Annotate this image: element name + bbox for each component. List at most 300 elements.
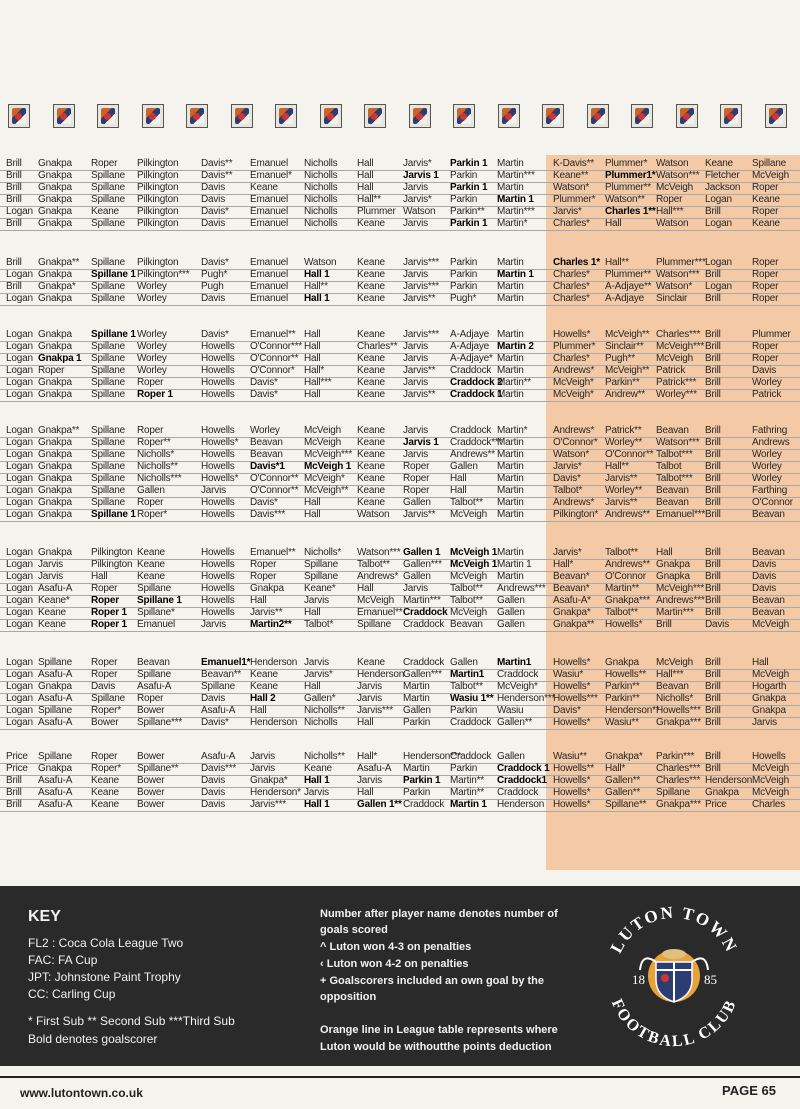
luton-town-crest-icon [453,104,475,128]
luton-town-crest-icon [97,104,119,128]
player-cell: Howells [201,497,235,508]
player-cell: Jackson [705,182,741,193]
player-cell: Watson*** [656,170,700,181]
player-cell: Logan [705,218,732,229]
player-cell: Gnakpa* [553,607,591,618]
player-cell: Martin [497,449,524,460]
player-cell: Hall* [605,763,626,774]
player-cell: Martin [403,693,430,704]
player-cell: Brill [705,365,721,376]
player-cell: Craddock [403,799,445,810]
player-cell: Martin1 [450,669,485,680]
player-cell: Talbot** [605,547,638,558]
player-cell: Hall [357,583,374,594]
player-cell: Gnakpa [38,485,72,496]
player-cell: Jarvis*** [357,705,393,716]
player-cell: Spillane 1 [91,269,136,280]
player-cell: Beavan [137,657,170,668]
player-cell: Spillane [137,583,171,594]
player-cell: Logan [6,559,33,570]
player-cell: Bower [137,751,165,762]
player-cell: Roper [91,657,118,668]
player-cell: Brill [705,583,721,594]
player-cell: Davis [201,293,226,304]
note-line: Orange line in League table represents where [320,1024,558,1036]
player-cell: Andrews*** [656,595,705,606]
player-cell: Hall [357,182,374,193]
player-cell: Logan [6,681,33,692]
player-cell: Jarvis** [605,497,638,508]
player-cell: Worley [137,329,167,340]
player-cell: Brill [705,693,721,704]
player-cell: Hall** [304,281,328,292]
player-cell: Gallen** [497,717,533,728]
player-cell: Howells*** [656,705,701,716]
player-cell: Gnakpa [38,170,72,181]
player-cell: McVeigh*** [656,341,705,352]
player-cell: Hall [357,158,374,169]
player-cell: Craddock [403,657,445,668]
player-cell: Davis [201,218,226,229]
player-cell: Gnakpa [38,329,72,340]
player-cell: Plummer* [605,158,648,169]
player-cell: Roper [250,559,277,570]
player-cell: Pugh* [450,293,477,304]
player-cell: Martin [497,182,524,193]
player-cell: O'Connor* [553,437,598,448]
player-cell: Nicholls** [304,705,345,716]
player-cell: Sinclair [656,293,688,304]
player-cell: Asafu-A [38,669,73,680]
player-cell: Andrews* [553,365,595,376]
player-cell: Nicholls** [137,461,178,472]
player-cell: Jarvis* [403,158,432,169]
player-cell: A-Adjaye [450,341,489,352]
player-cell: Henderson*** [403,751,462,762]
player-cell: Jarvis [752,717,777,728]
player-cell: Worley [137,353,167,364]
player-cell: Roper [91,158,118,169]
player-cell: Brill [705,485,721,496]
player-cell: Jarvis [403,449,428,460]
player-cell: Howells [201,509,235,520]
player-cell: Gallen [403,571,431,582]
player-cell: Keane [38,619,66,630]
player-cell: Logan [6,693,33,704]
player-cell: A-Adjaye [605,293,644,304]
player-cell: Gnakpa* [605,751,643,762]
player-cell: Jarvis* [304,669,333,680]
player-cell: Logan [6,509,33,520]
player-cell: Keane [304,763,332,774]
player-cell: Brill [705,547,721,558]
luton-town-crest-icon [320,104,342,128]
player-cell: McVeigh [752,775,789,786]
player-cell: McVeigh** [605,329,650,340]
player-cell: Logan [705,257,732,268]
player-cell: Wasiu* [553,669,584,680]
player-cell: Emanuel** [357,607,403,618]
player-cell: Worley [752,461,782,472]
player-cell: Jarvis** [403,293,436,304]
player-cell: Nicholls [304,182,338,193]
player-cell: Brill [705,497,721,508]
player-cell: McVeigh [656,353,693,364]
player-cell: Keane [250,182,278,193]
player-cell: Emanuel*** [656,509,706,520]
player-cell: Howells [201,341,235,352]
player-cell: Davis* [250,389,278,400]
player-cell: Emanuel [250,269,289,280]
player-cell: Henderson [250,657,298,668]
player-cell: Worley*** [656,389,697,400]
player-cell: Beavan* [553,571,590,582]
player-cell: Gnakpa*** [656,717,701,728]
player-cell: Spillane [91,182,125,193]
player-cell: Davis* [201,206,229,217]
player-cell: Wasiu [497,705,524,716]
player-cell: Pilkington [137,182,179,193]
player-cell: Martin*** [403,595,441,606]
player-cell: Howells* [553,657,591,668]
player-cell: Spillane [38,657,72,668]
player-cell: Jarvis [38,559,63,570]
player-cell: Gnakpa [38,681,72,692]
table-row [0,293,800,306]
player-cell: Talbot*** [656,449,693,460]
player-cell: Spillane [91,437,125,448]
player-cell: Pilkington* [553,509,599,520]
player-cell: Brill [656,619,672,630]
player-cell: Pilkington [91,559,133,570]
player-cell: Martin** [450,787,484,798]
player-cell: Pilkington [137,218,179,229]
luton-town-crest-icon [676,104,698,128]
luton-town-crest-icon [142,104,164,128]
player-cell: Keane [357,365,385,376]
player-cell: Henderson [357,669,405,680]
player-cell: Martin [403,763,430,774]
player-cell: Pilkington [137,206,179,217]
player-cell: Pilkington [137,257,179,268]
player-cell: Brill [6,182,22,193]
player-cell: Martin*** [656,607,694,618]
luton-town-crest-icon [765,104,787,128]
player-cell: Keane [250,669,278,680]
player-cell: McVeigh*** [304,449,353,460]
player-cell: Jarvis [304,657,329,668]
player-cell: Jarvis** [403,365,436,376]
player-cell: Hall** [605,461,629,472]
player-cell: Roper [752,281,779,292]
player-cell: McVeigh [450,509,487,520]
player-cell: Watson [304,257,337,268]
player-cell: Beavan* [553,583,590,594]
player-cell: Watson [403,206,436,217]
note-line: opposition [320,991,377,1003]
player-cell: McVeigh [450,607,487,618]
player-cell: Talbot*** [656,473,693,484]
luton-town-crest-icon [8,104,30,128]
player-cell: McVeigh* [497,681,538,692]
luton-town-crest-icon [542,104,564,128]
player-cell: Hall* [304,365,325,376]
player-cell: Logan [6,497,33,508]
player-cell: Henderson [705,775,753,786]
player-cell: Henderson [250,717,298,728]
player-cell: Pugh** [605,353,635,364]
player-cell: McVeigh*** [656,583,705,594]
player-cell: Beavan [752,607,785,618]
player-cell: Gnakpa** [38,425,80,436]
table-row [0,509,800,522]
player-cell: Howells** [605,669,646,680]
player-cell: Gallen* [304,693,336,704]
player-cell: McVeigh [304,425,341,436]
player-cell: Hall [304,607,321,618]
player-cell: Jarvis [250,751,275,762]
player-cell: Spillane [304,571,338,582]
player-cell: Worley** [605,437,643,448]
badge-year-left: 18 [632,972,645,987]
player-cell: Martin 1 [497,194,534,205]
key-line: FAC: FA Cup [28,953,98,967]
player-cell: Hall [450,485,467,496]
player-cell: Howells [201,425,235,436]
player-cell: McVeigh [752,763,789,774]
player-cell: Davis*** [250,509,286,520]
player-cell: Gnakpa [38,182,72,193]
player-cell: Logan [6,293,33,304]
player-cell: Andrews*** [497,583,546,594]
player-cell: Jarvis* [553,461,582,472]
player-cell: Jarvis [403,425,428,436]
player-cell: Farthing [752,485,788,496]
luton-town-crest-icon [364,104,386,128]
player-cell: Watson [357,509,390,520]
player-cell: Andrew** [605,389,646,400]
player-cell: Howells* [553,787,591,798]
player-cell: Jarvis*** [403,281,439,292]
player-cell: Keane [357,218,385,229]
player-cell: Davis [705,619,730,630]
player-cell: Brill [705,377,721,388]
player-cell: Beavan [656,497,689,508]
player-cell: Parkin** [605,377,640,388]
player-cell: Roper 1 [91,607,127,618]
note-line: ‹ Luton won 4-2 on penalties [320,958,469,970]
player-cell: Spillane [91,293,125,304]
player-cell: Talbot** [605,607,638,618]
player-cell: Worley [250,425,280,436]
player-cell: Talbot** [450,497,483,508]
player-cell: Howells [752,751,786,762]
player-cell: Brill [6,170,22,181]
player-cell: Gnakpa [38,377,72,388]
player-cell: Andrews** [450,449,495,460]
player-cell: Beavan [656,681,689,692]
player-cell: Martin [497,485,524,496]
player-cell: Martin** [497,377,531,388]
player-cell: Asafu-A [38,775,73,786]
player-cell: Emanuel [250,218,289,229]
player-cell: Brill [705,269,721,280]
player-cell: Davis* [250,497,278,508]
player-cell: Davis [201,775,226,786]
player-cell: Jarvis [304,787,329,798]
player-cell: Patrick [752,389,782,400]
player-cell: Price [6,751,28,762]
player-cell: Henderson*** [497,693,556,704]
luton-town-crest-icon [231,104,253,128]
player-cell: Brill [705,449,721,460]
player-cell: Parkin [450,763,478,774]
player-cell: Brill [705,293,721,304]
player-cell: Spillane [91,218,125,229]
player-cell: Gallen [403,705,431,716]
player-cell: O'Connor** [250,353,299,364]
player-cell: Logan [705,194,732,205]
luton-town-crest-icon [409,104,431,128]
sub-legend: * First Sub ** Second Sub ***Third Sub [28,1014,235,1028]
player-cell: Keane [752,194,780,205]
player-cell: Gnakpa [38,547,72,558]
player-cell: Brill [705,717,721,728]
player-cell: Nicholls* [656,693,694,704]
player-cell: Keane [357,353,385,364]
player-cell: Brill [705,595,721,606]
player-cell: Emanuel [250,206,289,217]
player-cell: Martin 1 [497,269,534,280]
player-cell: Andrews* [553,425,595,436]
player-cell: Gnakpa [38,449,72,460]
player-cell: Watson** [605,194,645,205]
player-cell: Beavan [752,547,785,558]
player-cell: Howells* [201,437,239,448]
player-cell: Gnakpa [38,194,72,205]
player-cell: O'Connor** [605,449,654,460]
player-cell: Hall [304,389,321,400]
note-line: Luton would be withoutthe points deduction [320,1041,552,1053]
player-cell: Roper [250,571,277,582]
player-cell: Hall [450,473,467,484]
player-cell: Keane [357,449,385,460]
player-cell: Brill [6,194,22,205]
player-cell: Spillane [91,377,125,388]
player-cell: Keane [137,547,165,558]
player-cell: Spillane [91,461,125,472]
player-cell: Gallen*** [403,559,442,570]
player-cell: Pilkington [137,194,179,205]
player-cell: Spillane [91,389,125,400]
player-cell: Keane [137,559,165,570]
player-cell: Hall [304,329,321,340]
player-cell: Parkin [450,257,478,268]
player-cell: Keane [357,293,385,304]
player-cell: McVeigh 1 [450,547,498,558]
player-cell: Spillane [91,473,125,484]
player-cell: Martin [497,497,524,508]
player-cell: Logan [6,571,33,582]
player-cell: Roper [752,257,779,268]
player-cell: Jarvis [403,377,428,388]
player-cell: Andrews** [605,509,650,520]
luton-town-crest-icon [631,104,653,128]
table-row [0,218,800,231]
player-cell: Pilkington [137,158,179,169]
player-cell: Keane [91,799,119,810]
player-cell: Beavan [250,449,283,460]
player-cell: Brill [705,763,721,774]
player-cell: Jarvis [357,775,382,786]
player-cell: Logan [6,341,33,352]
player-cell: Emanuel** [250,547,296,558]
player-cell: Beavan [656,425,689,436]
player-cell: Logan [6,473,33,484]
page-number: PAGE 65 [722,1083,776,1098]
player-cell: Logan [6,595,33,606]
player-cell: Gnakpa [38,206,72,217]
player-cell: Martin1 [497,657,532,668]
player-cell: Howells* [553,799,591,810]
player-cell: Roper [403,461,430,472]
player-cell: Emanuel [250,293,289,304]
player-cell: Charles** [357,341,398,352]
player-cell: Keane [357,485,385,496]
player-cell: Davis [752,365,777,376]
player-cell: Asafu-A [38,787,73,798]
player-cell: Jarvis [38,571,63,582]
player-cell: Gnakpa [752,693,786,704]
table-row [0,717,800,730]
player-cell: O'Connor [605,571,646,582]
player-cell: Jarvis [357,693,382,704]
player-cell: Keane [357,473,385,484]
player-cell: Brill [705,571,721,582]
player-cell: Davis* [250,377,278,388]
player-cell: Spillane [656,787,690,798]
player-cell: Roper** [137,437,171,448]
player-cell: Jarvis** [605,473,638,484]
player-cell: Keane [91,787,119,798]
player-cell: Charles* [553,281,590,292]
player-cell: Beavan** [201,669,242,680]
player-cell: Spillane** [137,763,179,774]
player-cell: Logan [6,607,33,618]
player-cell: Martin** [605,583,639,594]
player-cell: McVeigh [304,437,341,448]
player-cell: Brill [705,461,721,472]
player-cell: Gnakpa [38,218,72,229]
player-cell: Davis* [201,717,229,728]
player-cell: Brill [6,787,22,798]
player-cell: Brill [705,425,721,436]
player-cell: Talbot* [304,619,334,630]
player-cell: O'Connor** [250,485,299,496]
player-cell: Jarvis [403,583,428,594]
player-cell: Asafu-A* [553,595,591,606]
player-cell: Logan [6,705,33,716]
player-cell: Patrick*** [656,377,697,388]
player-cell: Brill [6,281,22,292]
player-cell: Martin [497,329,524,340]
player-cell: Roper [403,473,430,484]
player-cell: Nicholls [304,717,338,728]
player-cell: McVeigh** [304,485,349,496]
player-cell: Worley [752,449,782,460]
player-cell: Martin [497,365,524,376]
player-cell: Emanuel [250,158,289,169]
